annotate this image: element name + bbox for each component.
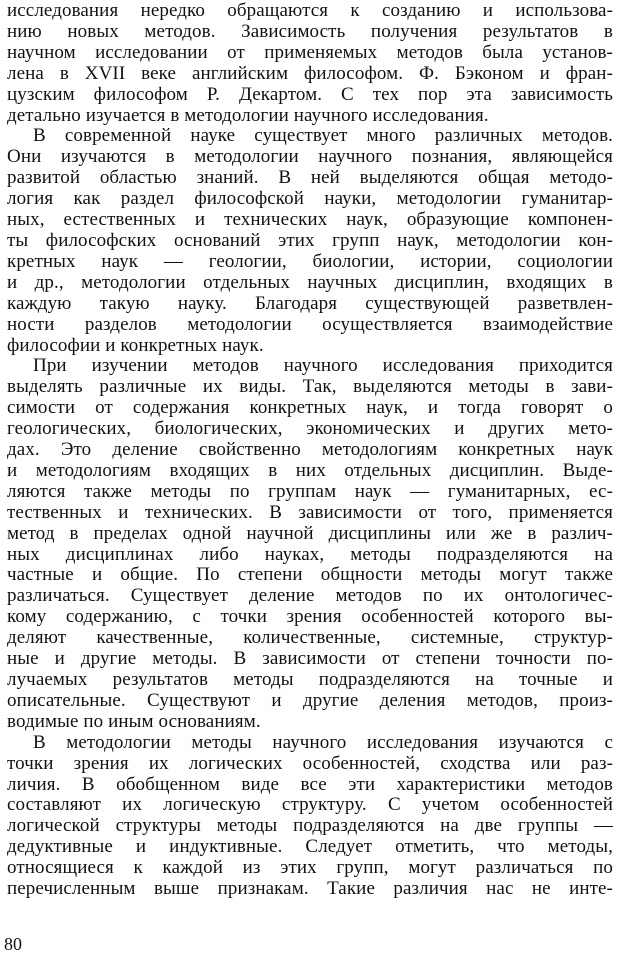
- page-number: 80: [4, 934, 22, 954]
- text-line: научном исследовании от применяемых методов была установ-: [7, 42, 613, 63]
- text-line: ты философских оснований этих групп наук, методологии кон-: [7, 230, 613, 251]
- text-line: исследования нередко обращаются к созданию и использова-: [7, 1, 613, 21]
- text-line: симости от содержания конкретных наук, и тогда говорят о: [7, 398, 613, 419]
- text-line: ности разделов методологии осуществляется взаимодействие: [7, 314, 613, 335]
- text-line: философии и конкретных наук.: [7, 335, 264, 356]
- text-line: точки зрения их логических особенностей, сходства или раз-: [7, 753, 613, 774]
- text-line: развитой областью знаний. В ней выделяются общая методо-: [7, 168, 613, 189]
- text-line: и методологиям входящих в них отдельных дисциплин. Выде-: [7, 460, 613, 481]
- text-line: выделять различные их виды. Так, выделяются методы в зави-: [7, 377, 613, 398]
- text-line: При изучении методов научного исследования приходится: [33, 356, 613, 377]
- text-line: Они изучаются в методологии научного познания, являющейся: [7, 147, 613, 168]
- text-line: кому содержанию, с точки зрения особенностей которого вы-: [7, 607, 613, 628]
- text-line: различаться. Существует деление методов по их онтологичес-: [7, 586, 613, 607]
- body-text: [7, 1, 613, 900]
- text-line: геологических, биологических, экономических и других мето-: [7, 419, 613, 440]
- text-line: перечисленным выше признакам. Такие различия нас не инте-: [7, 879, 613, 900]
- text-line: тественных и технических. В зависимости от того, применяется: [7, 502, 613, 523]
- text-line: ных, естественных и технических наук, образующие компонен-: [7, 210, 613, 231]
- text-line: дах. Это деление свойственно методологиям конкретных наук: [7, 440, 613, 461]
- text-line: В современной науке существует много различных методов.: [33, 126, 613, 147]
- text-line: деляют качественные, количественные, системные, структур-: [7, 628, 613, 649]
- paragraph: [7, 356, 613, 732]
- text-line: ных дисциплинах либо науках, методы подразделяются на: [7, 544, 613, 565]
- text-line: логия как раздел философской науки, методологии гуманитар-: [7, 189, 613, 210]
- text-line: относящиеся к каждой из этих групп, могут различаться по: [7, 858, 613, 879]
- text-line: и др., методологии отдельных научных дисциплин, входящих в: [7, 272, 613, 293]
- text-line: водимые по иным основаниям.: [7, 711, 261, 732]
- paragraph: [7, 733, 613, 900]
- text-line: частные и общие. По степени общности методы могут также: [7, 565, 613, 586]
- text-line: описательные. Существуют и другие деления методов, произ-: [7, 690, 613, 711]
- text-line: каждую такую науку. Благодаря существующей разветвлен-: [7, 293, 613, 314]
- text-line: личия. В обобщенном виде все эти характеристики методов: [7, 774, 613, 795]
- text-line: лена в XVII веке английским философом. Ф. Бэконом и фран-: [7, 63, 613, 84]
- text-line: дедуктивные и индуктивные. Следует отметить, что методы,: [7, 837, 613, 858]
- text-line: лучаемых результатов методы подразделяются на точные и: [7, 670, 613, 690]
- text-line: нию новых методов. Зависимость получения результатов в: [7, 21, 613, 42]
- paragraph: [7, 126, 613, 356]
- text-line: В методологии методы научного исследования изучаются с: [33, 732, 613, 753]
- text-line: ные и другие методы. В зависимости от степени точности по-: [7, 649, 613, 670]
- text-line: цузским философом Р. Декартом. С тех пор эта зависимость: [7, 84, 613, 105]
- text-line: кретных наук — геологии, биологии, истории, социологии: [7, 251, 613, 272]
- text-line: детально изучается в методологии научного исследования.: [7, 105, 489, 126]
- text-line: ляются также методы по группам наук — гуманитарных, ес-: [7, 481, 613, 502]
- text-line: составляют их логическую структуру. С учетом особенностей: [7, 795, 613, 816]
- text-line: логической структуры методы подразделяются на две группы —: [7, 816, 613, 837]
- text-line: метод в пределах одной научной дисциплины или же в различ-: [7, 523, 613, 544]
- paragraph: [7, 1, 613, 126]
